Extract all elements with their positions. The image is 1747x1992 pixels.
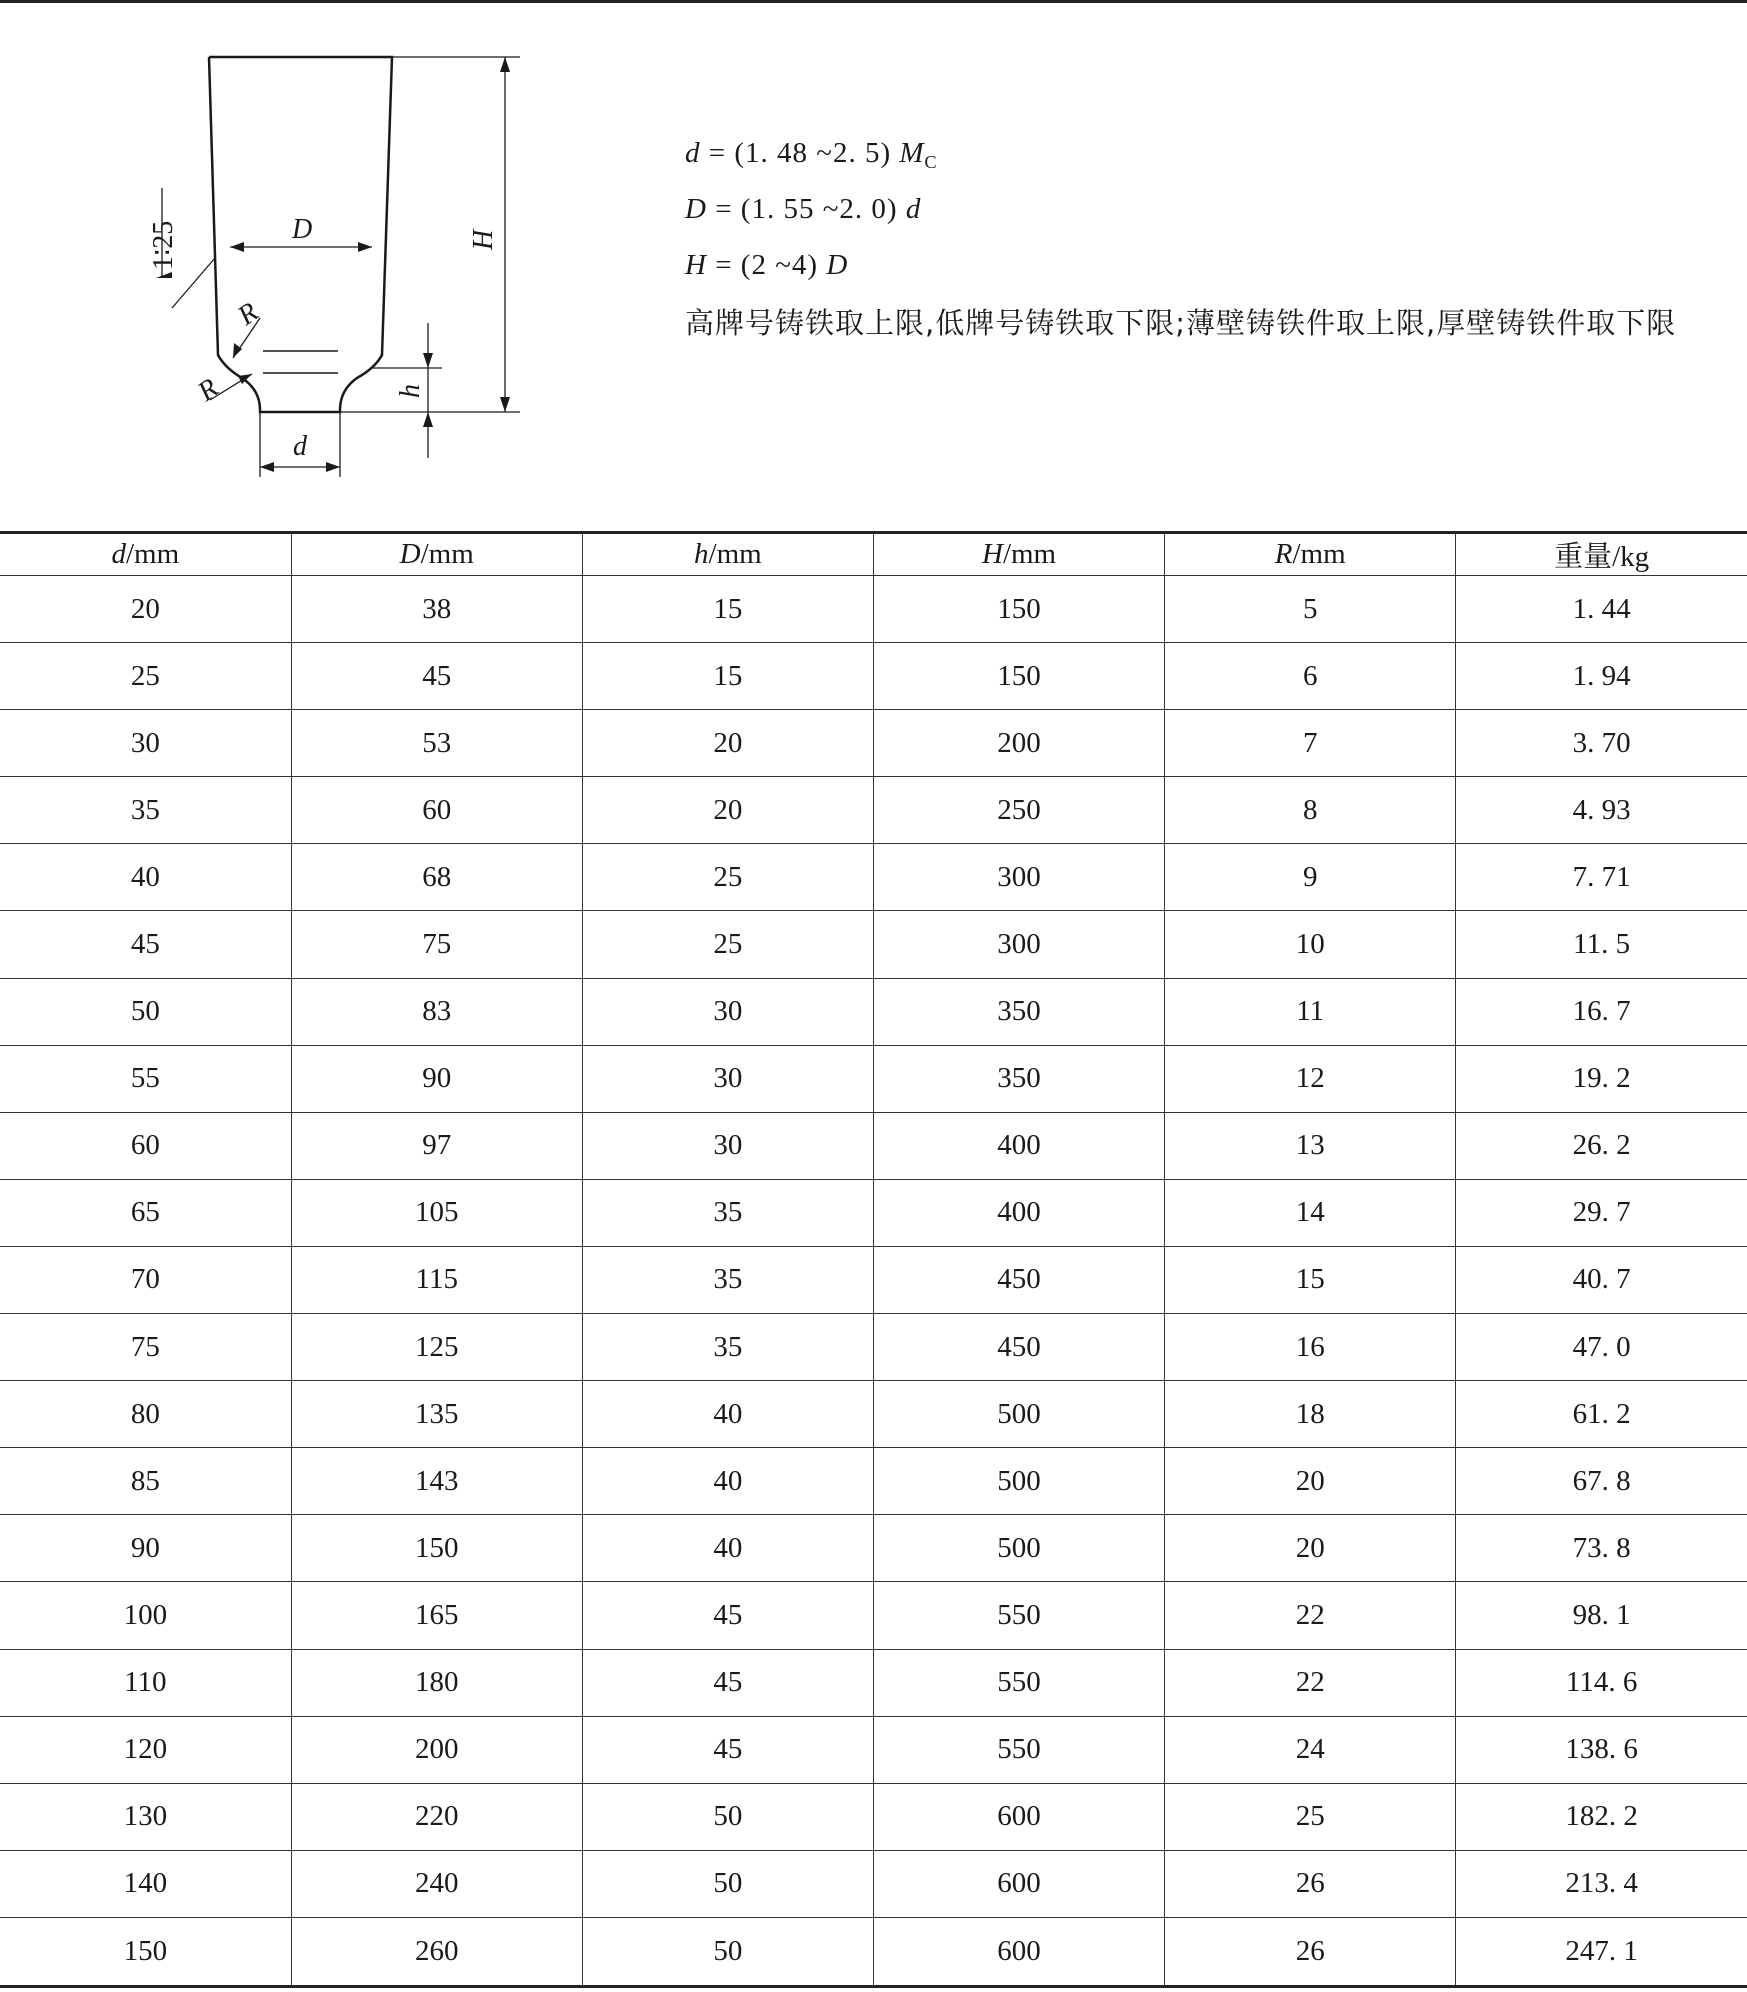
table-cell: 400	[873, 1179, 1164, 1246]
table-cell: 60	[291, 777, 582, 844]
table-cell: 400	[873, 1112, 1164, 1179]
header-d: d/mm	[0, 533, 291, 576]
table-cell: 30	[582, 978, 873, 1045]
table-cell: 213. 4	[1456, 1850, 1747, 1917]
table-cell: 45	[582, 1716, 873, 1783]
table-cell: 150	[873, 643, 1164, 710]
table-row	[0, 1045, 1747, 1112]
table-row	[0, 777, 1747, 844]
table-cell: 26	[1165, 1917, 1456, 1986]
table-cell: 500	[873, 1515, 1164, 1582]
header-h: h/mm	[582, 533, 873, 576]
formula-block	[685, 125, 1735, 293]
table-cell: 20	[1165, 1448, 1456, 1515]
table-cell: 22	[1165, 1582, 1456, 1649]
table-cell: 250	[873, 777, 1164, 844]
table-cell: 143	[291, 1448, 582, 1515]
table-cell: 29. 7	[1456, 1179, 1747, 1246]
table-cell: 500	[873, 1381, 1164, 1448]
table-cell: 50	[582, 1850, 873, 1917]
table-cell: 20	[0, 576, 291, 643]
header-H: H/mm	[873, 533, 1164, 576]
table-cell: 18	[1165, 1381, 1456, 1448]
table-cell: 120	[0, 1716, 291, 1783]
table-cell: 16. 7	[1456, 978, 1747, 1045]
table-body	[0, 576, 1747, 1987]
table-cell: 550	[873, 1582, 1164, 1649]
table-row	[0, 1649, 1747, 1716]
radius-R-lower-label: R	[192, 372, 225, 408]
table-cell: 20	[582, 710, 873, 777]
table-cell: 260	[291, 1917, 582, 1986]
height-h-label: h	[395, 384, 426, 398]
taper-label: 1∶25	[148, 220, 179, 270]
table-cell: 450	[873, 1314, 1164, 1381]
table-row	[0, 844, 1747, 911]
table-row	[0, 576, 1747, 643]
table-cell: 70	[0, 1246, 291, 1313]
table-cell: 130	[0, 1783, 291, 1850]
table-cell: 68	[291, 844, 582, 911]
table-cell: 75	[291, 911, 582, 978]
table-cell: 30	[582, 1112, 873, 1179]
table-cell: 26. 2	[1456, 1112, 1747, 1179]
table-cell: 105	[291, 1179, 582, 1246]
table-row	[0, 978, 1747, 1045]
table-cell: 85	[0, 1448, 291, 1515]
table-cell: 15	[582, 576, 873, 643]
table-cell: 53	[291, 710, 582, 777]
formula-d: d = (1. 48 ~2. 5) $M_C$	[685, 137, 938, 172]
table-cell: 182. 2	[1456, 1783, 1747, 1850]
table-cell: 500	[873, 1448, 1164, 1515]
table-cell: 180	[291, 1649, 582, 1716]
table-cell: 35	[582, 1179, 873, 1246]
diameter-D-label: D	[292, 214, 313, 245]
table-cell: 40	[582, 1448, 873, 1515]
table-cell: 30	[582, 1045, 873, 1112]
table-cell: 8	[1165, 777, 1456, 844]
diameter-d-label: d	[293, 431, 307, 462]
table-cell: 240	[291, 1850, 582, 1917]
table-cell: 6	[1165, 643, 1456, 710]
radius-R-upper-label: R	[232, 296, 265, 332]
header-weight: 重量/kg	[1456, 533, 1747, 576]
table-cell: 26	[1165, 1850, 1456, 1917]
table-cell: 50	[0, 978, 291, 1045]
table-cell: 25	[582, 844, 873, 911]
table-row	[0, 1716, 1747, 1783]
table-row	[0, 911, 1747, 978]
table-cell: 15	[582, 643, 873, 710]
table-cell: 97	[291, 1112, 582, 1179]
table-cell: 40. 7	[1456, 1246, 1747, 1313]
table-cell: 125	[291, 1314, 582, 1381]
table-cell: 20	[1165, 1515, 1456, 1582]
table-cell: 16	[1165, 1314, 1456, 1381]
table-cell: 50	[582, 1783, 873, 1850]
table-cell: 7. 71	[1456, 844, 1747, 911]
table-cell: 50	[582, 1917, 873, 1986]
table-cell: 300	[873, 911, 1164, 978]
table-cell: 550	[873, 1649, 1164, 1716]
table-cell: 25	[582, 911, 873, 978]
table-cell: 450	[873, 1246, 1164, 1313]
table-header-row	[0, 533, 1747, 576]
table-cell: 150	[0, 1917, 291, 1986]
formula-D: D = (1. 55 ~2. 0) d	[685, 193, 922, 225]
table-row	[0, 1179, 1747, 1246]
formula-H: H = (2 ~4) D	[685, 249, 849, 281]
table-cell: 90	[0, 1515, 291, 1582]
table-cell: 90	[291, 1045, 582, 1112]
table-cell: 150	[291, 1515, 582, 1582]
height-H-label: H	[468, 229, 499, 250]
table-cell: 4. 93	[1456, 777, 1747, 844]
table-cell: 350	[873, 978, 1164, 1045]
table-cell: 45	[582, 1582, 873, 1649]
table-row	[0, 1246, 1747, 1313]
table-cell: 12	[1165, 1045, 1456, 1112]
table-row	[0, 1381, 1747, 1448]
table-cell: 247. 1	[1456, 1917, 1747, 1986]
table-cell: 14	[1165, 1179, 1456, 1246]
table-cell: 114. 6	[1456, 1649, 1747, 1716]
table-cell: 138. 6	[1456, 1716, 1747, 1783]
table-cell: 600	[873, 1850, 1164, 1917]
table-row	[0, 1850, 1747, 1917]
table-row	[0, 1448, 1747, 1515]
table-cell: 11	[1165, 978, 1456, 1045]
table-cell: 10	[1165, 911, 1456, 978]
table-cell: 45	[291, 643, 582, 710]
table-cell: 35	[0, 777, 291, 844]
table-row	[0, 710, 1747, 777]
table-cell: 11. 5	[1456, 911, 1747, 978]
table-cell: 220	[291, 1783, 582, 1850]
table-cell: 80	[0, 1381, 291, 1448]
table-row	[0, 1917, 1747, 1986]
table-cell: 24	[1165, 1716, 1456, 1783]
table-cell: 15	[1165, 1246, 1456, 1313]
table-cell: 1. 94	[1456, 643, 1747, 710]
table-row	[0, 1112, 1747, 1179]
table-cell: 5	[1165, 576, 1456, 643]
table-cell: 55	[0, 1045, 291, 1112]
table-cell: 165	[291, 1582, 582, 1649]
table-cell: 350	[873, 1045, 1164, 1112]
table-cell: 100	[0, 1582, 291, 1649]
table-cell: 45	[0, 911, 291, 978]
table-row	[0, 1582, 1747, 1649]
table-cell: 35	[582, 1314, 873, 1381]
table-cell: 67. 8	[1456, 1448, 1747, 1515]
table-cell: 61. 2	[1456, 1381, 1747, 1448]
table-cell: 35	[582, 1246, 873, 1313]
table-cell: 300	[873, 844, 1164, 911]
table-cell: 47. 0	[1456, 1314, 1747, 1381]
table-cell: 110	[0, 1649, 291, 1716]
table-cell: 60	[0, 1112, 291, 1179]
table-cell: 25	[1165, 1783, 1456, 1850]
table-cell: 600	[873, 1783, 1164, 1850]
table-cell: 30	[0, 710, 291, 777]
table-cell: 115	[291, 1246, 582, 1313]
table-cell: 600	[873, 1917, 1164, 1986]
selection-note: 高牌号铸铁取上限,低牌号铸铁取下限;薄壁铸铁件取上限,厚壁铸铁件取下限	[685, 306, 1677, 340]
table-cell: 19. 2	[1456, 1045, 1747, 1112]
table-cell: 83	[291, 978, 582, 1045]
table-cell: 73. 8	[1456, 1515, 1747, 1582]
table-row	[0, 1783, 1747, 1850]
top-rule	[0, 0, 1747, 3]
table-cell: 40	[0, 844, 291, 911]
table-cell: 7	[1165, 710, 1456, 777]
header-R: R/mm	[1165, 533, 1456, 576]
table-cell: 38	[291, 576, 582, 643]
table-cell: 40	[582, 1381, 873, 1448]
table-cell: 140	[0, 1850, 291, 1917]
table-row	[0, 643, 1747, 710]
table-cell: 22	[1165, 1649, 1456, 1716]
table-cell: 3. 70	[1456, 710, 1747, 777]
table-cell: 65	[0, 1179, 291, 1246]
table-cell: 1. 44	[1456, 576, 1747, 643]
table-cell: 200	[291, 1716, 582, 1783]
header-D: D/mm	[291, 533, 582, 576]
sprue-dimension-table	[0, 531, 1747, 1988]
table-cell: 75	[0, 1314, 291, 1381]
table-cell: 135	[291, 1381, 582, 1448]
sprue-diagram	[130, 40, 530, 490]
table-row	[0, 1314, 1747, 1381]
table-cell: 25	[0, 643, 291, 710]
table-cell: 20	[582, 777, 873, 844]
table-cell: 150	[873, 576, 1164, 643]
table-cell: 40	[582, 1515, 873, 1582]
table-cell: 13	[1165, 1112, 1456, 1179]
table-cell: 9	[1165, 844, 1456, 911]
table-cell: 45	[582, 1649, 873, 1716]
table-row	[0, 1515, 1747, 1582]
table-cell: 550	[873, 1716, 1164, 1783]
table-cell: 98. 1	[1456, 1582, 1747, 1649]
table-cell: 200	[873, 710, 1164, 777]
